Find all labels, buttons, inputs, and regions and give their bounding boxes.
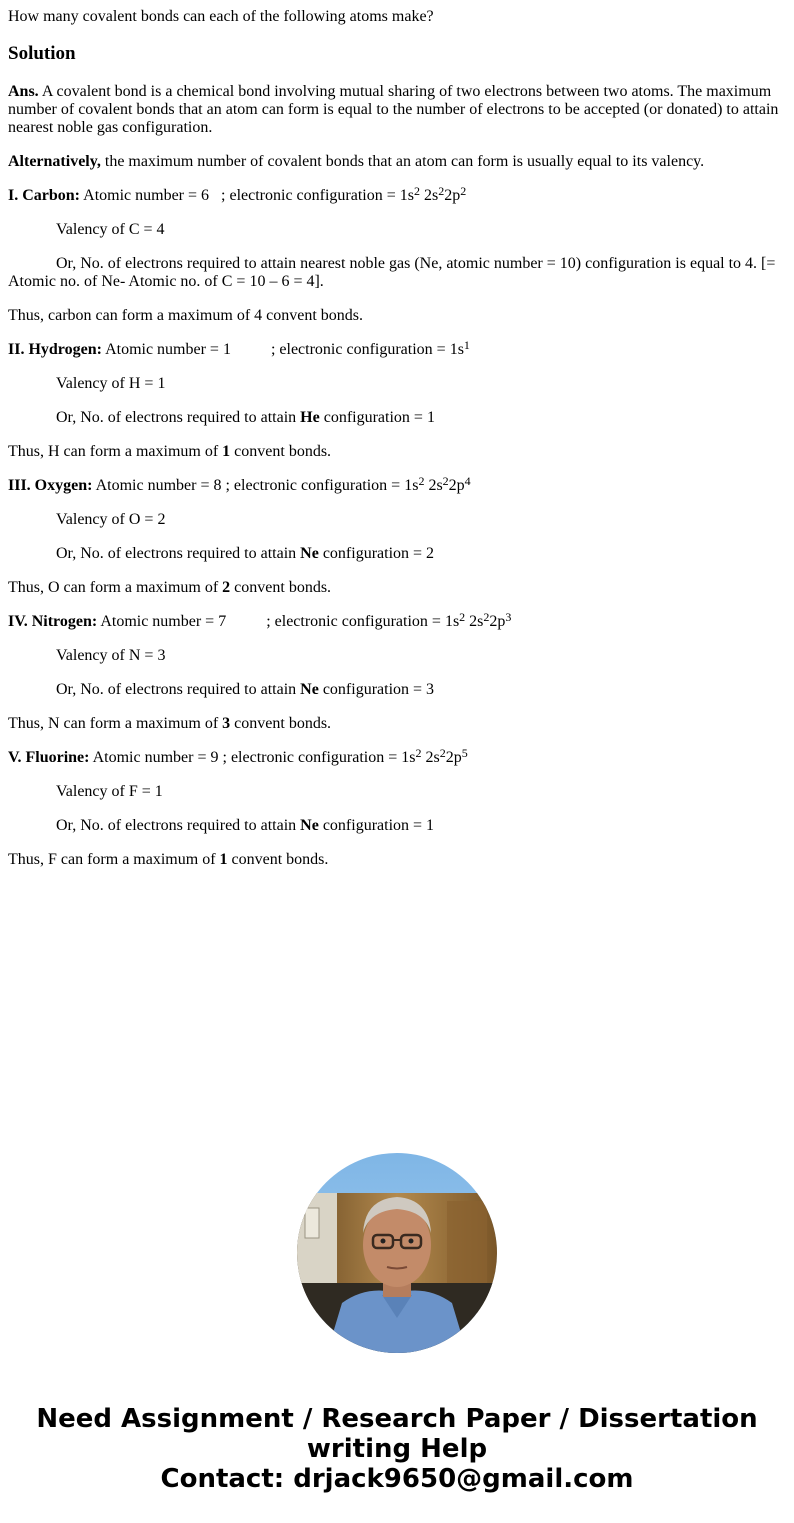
fluorine-thus-bold: 1 bbox=[219, 851, 228, 868]
fluorine-label: V. Fluorine: bbox=[8, 749, 90, 766]
nitrogen-valency: Valency of N = 3 bbox=[56, 647, 166, 664]
footer-line-1: Need Assignment / Research Paper / Dissertation bbox=[36, 1404, 758, 1434]
hydrogen-thus-post: convent bonds. bbox=[234, 443, 332, 460]
carbon-or-line bbox=[8, 255, 786, 291]
fluorine-sup3: 5 bbox=[461, 746, 468, 760]
oxygen-sup2: 2 bbox=[442, 474, 449, 488]
hydrogen-or-pre: Or, No. of electrons required to attain bbox=[56, 409, 297, 426]
ans-text: A covalent bond is a chemical bond involving mutual sharing of two electrons between two atoms. The maximum number of covalent bonds that an atom can form is equal to the number of electrons to be accepted (or donated) to attain nearest noble gas configuration. bbox=[8, 83, 779, 136]
nitrogen-thus bbox=[8, 715, 786, 733]
carbon-sup1: 2 bbox=[414, 184, 420, 198]
ans-label: Ans. bbox=[8, 83, 39, 100]
alternative-paragraph bbox=[8, 153, 786, 171]
fluorine-valency: Valency of F = 1 bbox=[56, 783, 163, 800]
fluorine-or-post: configuration = 1 bbox=[322, 817, 435, 834]
carbon-label: I. Carbon: bbox=[8, 187, 81, 204]
nitrogen-atomic: Atomic number = 7 bbox=[100, 613, 227, 630]
oxygen-heading bbox=[8, 474, 786, 495]
carbon-mid2: 2p bbox=[444, 187, 461, 204]
hydrogen-thus-pre: Thus, H can form a maximum of bbox=[8, 443, 219, 460]
nitrogen-thus-pre: Thus, N can form a maximum of bbox=[8, 715, 219, 732]
nitrogen-sup1: 2 bbox=[459, 610, 466, 624]
promo-footer bbox=[0, 1404, 794, 1494]
author-portrait-image bbox=[297, 1153, 497, 1353]
oxygen-valency: Valency of O = 2 bbox=[56, 511, 166, 528]
oxygen-mid1: 2s bbox=[424, 477, 443, 494]
alt-label: Alternatively, bbox=[8, 153, 101, 170]
nitrogen-thus-post: convent bonds. bbox=[234, 715, 332, 732]
footer-contact: Contact: drjack9650@gmail.com bbox=[160, 1464, 634, 1494]
carbon-or-text: Or, No. of electrons required to attain nearest noble gas (Ne, atomic number = 10) configuration is equal to 4. [= Atomic no. of Ne- Atomic no. of C = 10 – 6 = 4]. bbox=[8, 255, 776, 290]
fluorine-mid1: 2s bbox=[421, 749, 440, 766]
fluorine-thus bbox=[8, 851, 786, 869]
oxygen-thus-pre: Thus, O can form a maximum of bbox=[8, 579, 219, 596]
fluorine-thus-pre: Thus, F can form a maximum of bbox=[8, 851, 216, 868]
nitrogen-or-bold: Ne bbox=[300, 681, 319, 698]
oxygen-mid2: 2p bbox=[448, 477, 465, 494]
nitrogen-mid1: 2s bbox=[465, 613, 484, 630]
carbon-mid1: 2s bbox=[420, 187, 439, 204]
fluorine-or-pre: Or, No. of electrons required to attain bbox=[56, 817, 297, 834]
hydrogen-heading bbox=[8, 338, 786, 359]
oxygen-or-bold: Ne bbox=[300, 545, 319, 562]
intro-paragraph bbox=[8, 83, 786, 137]
oxygen-thus-bold: 2 bbox=[222, 579, 231, 596]
hydrogen-label: II. Hydrogen: bbox=[8, 341, 102, 358]
oxygen-or-post: configuration = 2 bbox=[322, 545, 435, 562]
carbon-valency: Valency of C = 4 bbox=[56, 221, 165, 238]
fluorine-heading bbox=[8, 746, 786, 767]
oxygen-config: ; electronic configuration = 1s bbox=[225, 477, 419, 494]
oxygen-thus-post: convent bonds. bbox=[234, 579, 332, 596]
nitrogen-config: ; electronic configuration = 1s bbox=[266, 613, 460, 630]
fluorine-mid2: 2p bbox=[445, 749, 462, 766]
question-text: How many covalent bonds can each of the following atoms make? bbox=[8, 8, 434, 25]
nitrogen-sup2: 2 bbox=[483, 610, 490, 624]
alt-text: the maximum number of covalent bonds that an atom can form is usually equal to its valency. bbox=[104, 153, 705, 170]
oxygen-sup3: 4 bbox=[464, 474, 471, 488]
carbon-thus: Thus, carbon can form a maximum of 4 convent bonds. bbox=[8, 307, 364, 324]
fluorine-or-line bbox=[8, 817, 786, 835]
nitrogen-or-pre: Or, No. of electrons required to attain bbox=[56, 681, 297, 698]
fluorine-sup2: 2 bbox=[439, 746, 446, 760]
hydrogen-or-bold: He bbox=[300, 409, 320, 426]
nitrogen-heading bbox=[8, 610, 786, 631]
oxygen-or-line bbox=[8, 545, 786, 563]
carbon-heading bbox=[8, 184, 786, 205]
oxygen-sup1: 2 bbox=[418, 474, 425, 488]
footer-line-2: writing Help bbox=[306, 1434, 488, 1464]
fluorine-atomic: Atomic number = 9 bbox=[92, 749, 219, 766]
nitrogen-label: IV. Nitrogen: bbox=[8, 613, 98, 630]
oxygen-or-pre: Or, No. of electrons required to attain bbox=[56, 545, 297, 562]
hydrogen-valency: Valency of H = 1 bbox=[56, 375, 166, 392]
hydrogen-thus bbox=[8, 443, 786, 461]
nitrogen-sup3: 3 bbox=[505, 610, 512, 624]
hydrogen-config: ; electronic configuration = 1s bbox=[270, 341, 464, 358]
solution-heading: Solution bbox=[8, 43, 76, 64]
hydrogen-sup1: 1 bbox=[463, 338, 470, 352]
nitrogen-or-line bbox=[8, 681, 786, 699]
fluorine-thus-post: convent bonds. bbox=[231, 851, 329, 868]
nitrogen-mid2: 2p bbox=[489, 613, 506, 630]
fluorine-config: ; electronic configuration = 1s bbox=[222, 749, 416, 766]
nitrogen-thus-bold: 3 bbox=[222, 715, 231, 732]
carbon-sup2: 2 bbox=[438, 184, 445, 198]
hydrogen-thus-bold: 1 bbox=[222, 443, 231, 460]
carbon-atomic: Atomic number = 6 bbox=[83, 187, 210, 204]
carbon-config: ; electronic configuration = 1s bbox=[221, 187, 414, 204]
carbon-sup3: 2 bbox=[460, 184, 467, 198]
hydrogen-atomic: Atomic number = 1 bbox=[105, 341, 231, 358]
oxygen-thus bbox=[8, 579, 786, 597]
oxygen-atomic: Atomic number = 8 bbox=[95, 477, 222, 494]
hydrogen-or-line bbox=[8, 409, 786, 427]
fluorine-or-bold: Ne bbox=[300, 817, 319, 834]
hydrogen-or-post: configuration = 1 bbox=[323, 409, 435, 426]
nitrogen-or-post: configuration = 3 bbox=[322, 681, 435, 698]
author-avatar bbox=[297, 1153, 497, 1353]
oxygen-label: III. Oxygen: bbox=[8, 477, 93, 494]
fluorine-sup1: 2 bbox=[415, 746, 422, 760]
